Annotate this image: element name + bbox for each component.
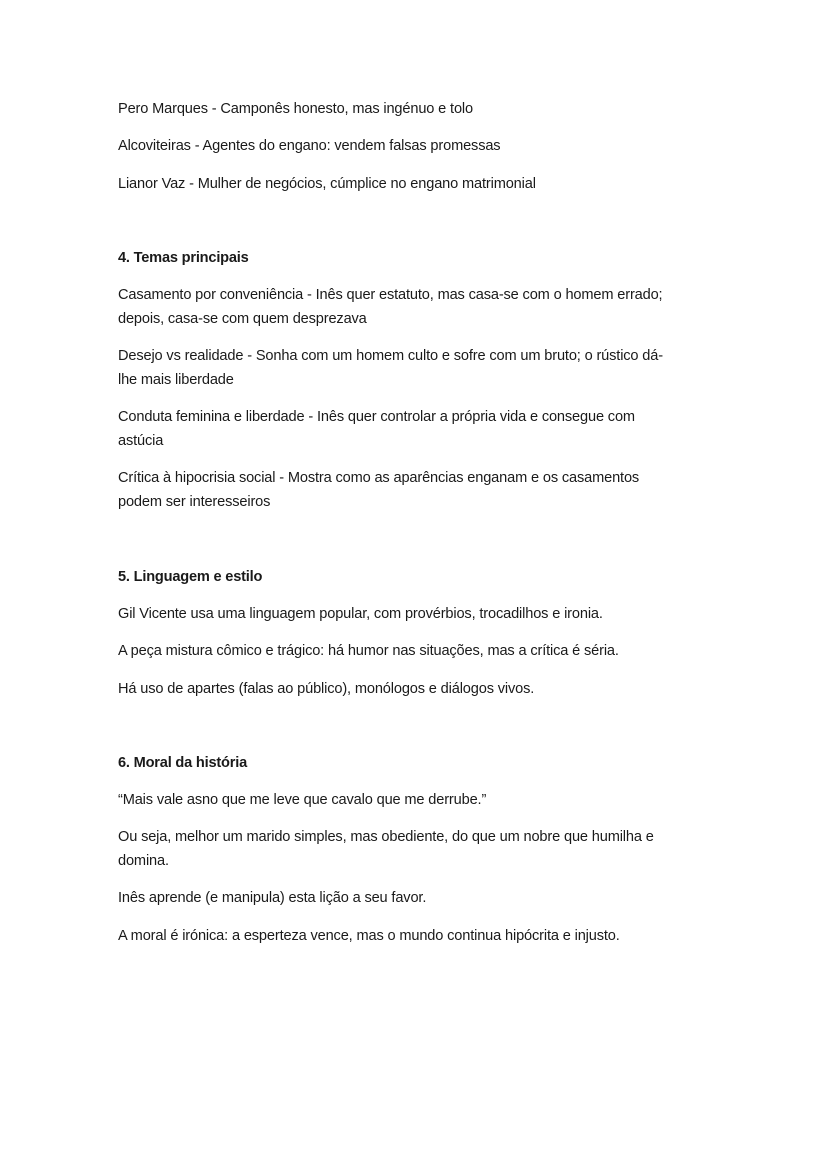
paragraph-line: domina. <box>118 853 169 869</box>
style-paragraph-apartes: Há uso de apartes (falas ao público), monólogos e diálogos vivos. <box>118 681 535 697</box>
style-paragraph-linguagem: Gil Vicente usa uma linguagem popular, com provérbios, trocadilhos e ironia. <box>118 606 603 622</box>
moral-paragraph-ironica: A moral é irónica: a esperteza vence, mas o mundo continua hipócrita e injusto. <box>118 928 620 944</box>
paragraph-line: Ou seja, melhor um marido simples, mas obediente, do que um nobre que humilha e <box>118 829 654 845</box>
paragraph-line: Desejo vs realidade - Sonha com um homem culto e sofre com um bruto; o rústico dá- <box>118 348 663 364</box>
section-heading-linguagem-estilo: 5. Linguagem e estilo <box>118 569 263 585</box>
paragraph-line: lhe mais liberdade <box>118 372 234 388</box>
theme-paragraph-critica <box>118 466 718 514</box>
moral-paragraph-ou-seja <box>118 825 718 873</box>
style-paragraph-peca: A peça mistura cômico e trágico: há humor nas situações, mas a crítica é séria. <box>118 643 619 659</box>
paragraph-line: Crítica à hipocrisia social - Mostra como as aparências enganam e os casamentos <box>118 470 640 486</box>
paragraph-line: podem ser interesseiros <box>118 494 271 510</box>
character-item-pero-marques: Pero Marques - Camponês honesto, mas ingénuo e tolo <box>118 101 473 117</box>
paragraph-line: depois, casa-se com quem desprezava <box>118 311 367 327</box>
moral-quote: “Mais vale asno que me leve que cavalo que me derrube.” <box>118 792 487 808</box>
section-heading-temas-principais: 4. Temas principais <box>118 250 249 266</box>
theme-paragraph-casamento <box>118 283 718 331</box>
paragraph-line: Casamento por conveniência - Inês quer estatuto, mas casa-se com o homem errado; <box>118 287 663 303</box>
theme-paragraph-conduta <box>118 405 718 453</box>
character-item-lianor-vaz: Lianor Vaz - Mulher de negócios, cúmplice no engano matrimonial <box>118 176 536 192</box>
character-item-alcoviteiras: Alcoviteiras - Agentes do engano: vendem falsas promessas <box>118 138 501 154</box>
paragraph-line: Conduta feminina e liberdade - Inês quer controlar a própria vida e consegue com <box>118 409 635 425</box>
moral-paragraph-ines: Inês aprende (e manipula) esta lição a seu favor. <box>118 890 427 906</box>
theme-paragraph-desejo <box>118 344 718 392</box>
section-heading-moral: 6. Moral da história <box>118 755 247 771</box>
paragraph-line: astúcia <box>118 433 164 449</box>
